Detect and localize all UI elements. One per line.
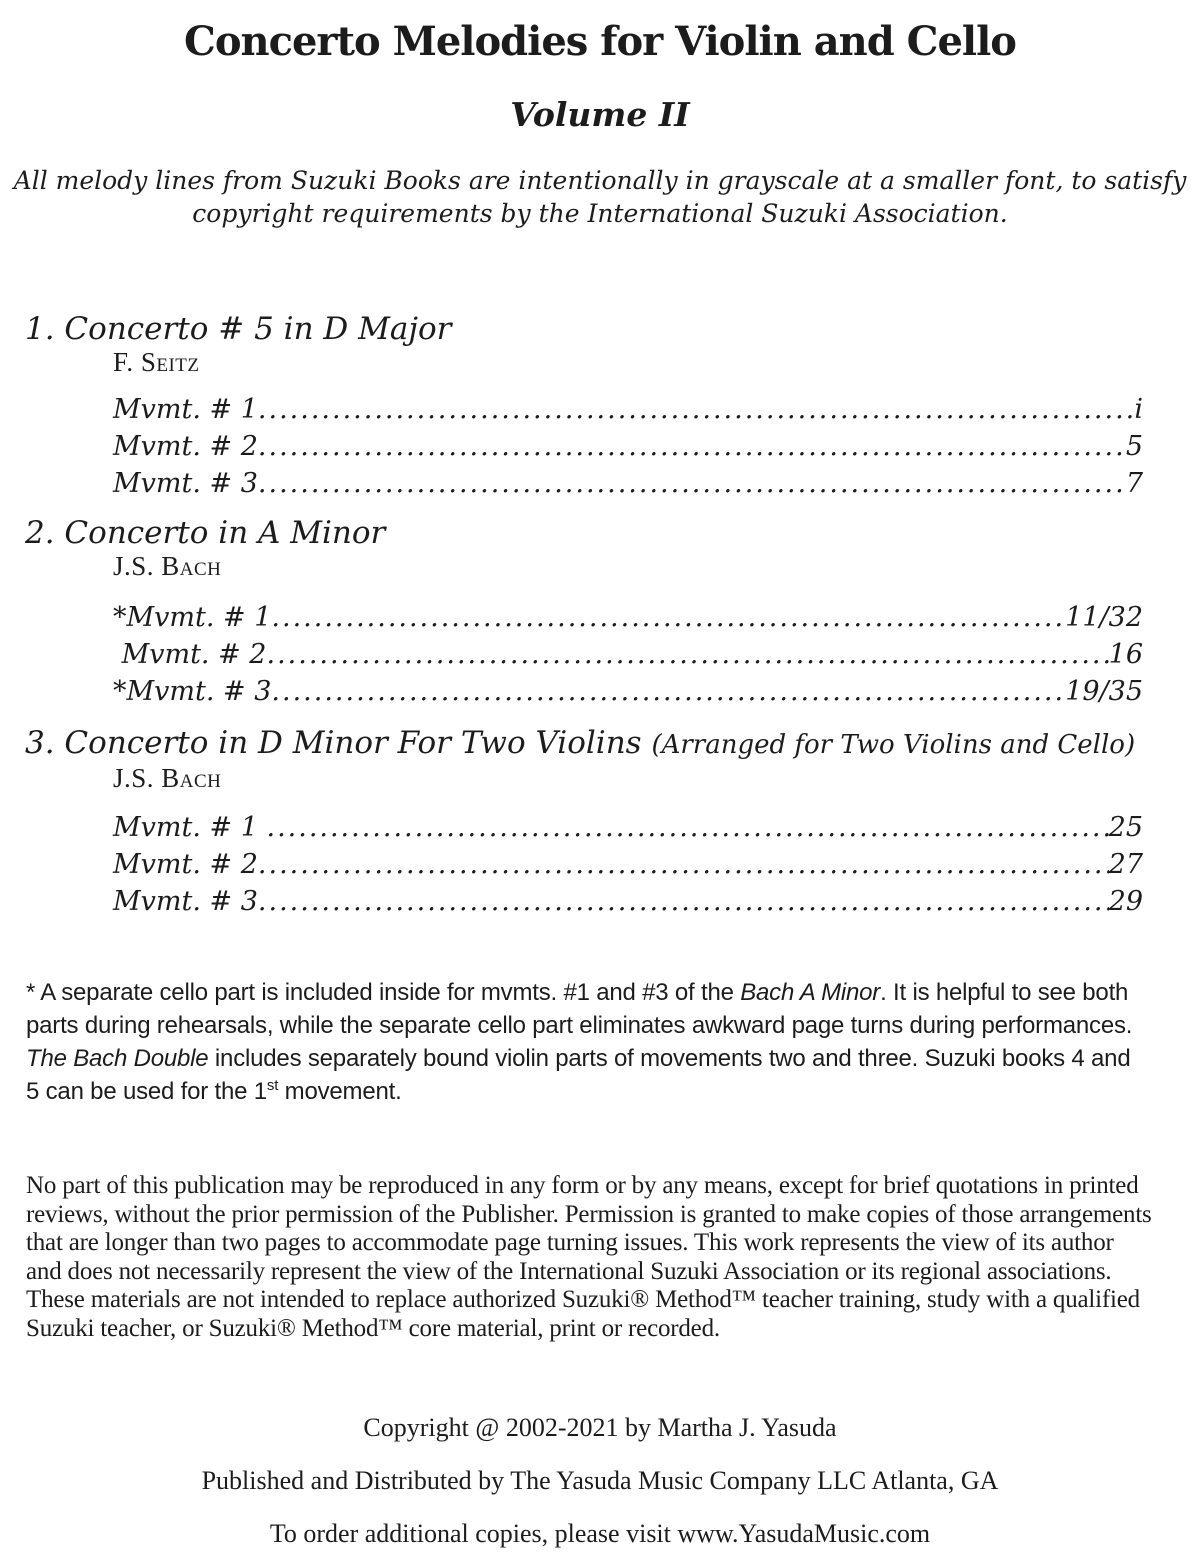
toc-entry: [113, 636, 1143, 673]
section-heading-3: [25, 724, 1200, 764]
composer-3: J.S. Bach: [113, 763, 222, 793]
toc-entry: [113, 846, 1143, 883]
toc-dotted-leader: [258, 846, 1109, 883]
toc-entry-page: 25: [1108, 812, 1143, 843]
toc-entry-page: 11/32: [1065, 602, 1143, 633]
toc-dotted-leader: [266, 636, 1108, 673]
toc-entry-page: 7: [1125, 468, 1143, 499]
toc-dotted-leader: [258, 391, 1134, 428]
footnote-italic-bach-double: The Bach Double: [26, 1045, 209, 1072]
toc-entry-label: *Mvmt. # 3: [113, 676, 272, 707]
legal-notice: No part of this publication may be reproduced in any form or by any means, except for brief quotations in printed reviews, without the prior permission of the Publisher. Permission is granted to make copies of those arrangements that are longer than two pages to accommodate page turning issues. This work represents the view of its author and does not necessarily represent the view of the International Suzuki Association or its regional associations. These materials are not intended to replace authorized Suzuki® Method™ teacher training, study with a qualified Suzuki teacher, or Suzuki® Method™ core material, print or recorded.: [26, 1172, 1152, 1342]
toc-entry: [113, 465, 1143, 502]
volume-subtitle: Volume II: [510, 95, 690, 134]
toc-entry-label: Mvmt. # 1: [113, 394, 258, 425]
toc-entry-page: 16: [1108, 639, 1143, 670]
page-title: Concerto Melodies for Violin and Cello: [184, 18, 1016, 65]
cello-part-footnote: [26, 976, 1150, 1108]
footnote-text: * A separate cello part is included inside for mvmts. #1 and #3 of the: [26, 979, 741, 1006]
copyright-note: [0, 164, 1200, 230]
order-info-line: To order additional copies, please visit www.YasudaMusic.com: [269, 1519, 931, 1548]
toc-entry-label: Mvmt. # 2: [113, 639, 267, 670]
toc-entries-3: [113, 809, 1143, 920]
toc-dotted-leader: [258, 883, 1109, 920]
toc-entry: [113, 391, 1143, 428]
toc-entries-2: [113, 599, 1143, 710]
toc-entry-label: Mvmt. # 3: [113, 886, 258, 917]
footnote-superscript-st: st: [266, 1077, 279, 1094]
footnote-text: includes separately bound violin parts of movements two and three. Suzuki books 4 and 5 can be used for the 1: [26, 1045, 1131, 1105]
composer-1: F. Seitz: [113, 347, 200, 377]
toc-dotted-leader: [258, 465, 1126, 502]
toc-entry-page: i: [1134, 394, 1143, 425]
toc-entry-label: Mvmt. # 3: [113, 468, 258, 499]
copyright-note-line-1: All melody lines from Suzuki Books are intentionally in grayscale at a smaller font, to satisfy: [13, 166, 1187, 195]
toc-dotted-leader: [266, 809, 1108, 846]
toc-entry: [113, 599, 1143, 636]
footnote-text: . It is helpful to see both parts during rehearsals, while the separate cello part eliminates awkward page turns during performances.: [26, 979, 1133, 1039]
toc-entry: [113, 428, 1143, 465]
section-heading-3-main: 3. Concerto in D Minor For Two Violins: [25, 725, 652, 761]
copyright-line: Copyright @ 2002-2021 by Martha J. Yasuda: [363, 1413, 837, 1442]
section-heading-3-paren: (Arranged for Two Violins and Cello): [651, 730, 1136, 760]
toc-entry-page: 29: [1108, 886, 1143, 917]
toc-entry: [113, 809, 1143, 846]
footnote-text: movement.: [278, 1078, 402, 1105]
section-heading-1: 1. Concerto # 5 in D Major: [25, 311, 452, 347]
toc-dotted-leader: [258, 428, 1126, 465]
toc-entry-label: *Mvmt. # 1: [113, 602, 272, 633]
toc-dotted-leader: [271, 599, 1065, 636]
toc-entry: [113, 673, 1143, 710]
toc-entry-label: Mvmt. # 1: [113, 812, 267, 843]
footnote-italic-bach-a-minor: Bach A Minor: [740, 979, 881, 1006]
toc-entry-label: Mvmt. # 2: [113, 431, 258, 462]
toc-dotted-leader: [271, 673, 1065, 710]
toc-entry: [113, 883, 1143, 920]
toc-entry-label: Mvmt. # 2: [113, 849, 258, 880]
section-heading-2: 2. Concerto in A Minor: [25, 515, 386, 551]
publisher-line: Published and Distributed by The Yasuda Music Company LLC Atlanta, GA: [201, 1466, 999, 1495]
toc-entry-page: 5: [1125, 431, 1143, 462]
composer-2: J.S. Bach: [113, 551, 222, 581]
copyright-note-line-2: copyright requirements by the International Suzuki Association.: [192, 199, 1008, 228]
toc-entry-page: 19/35: [1065, 676, 1143, 707]
toc-entries-1: [113, 391, 1143, 502]
toc-entry-page: 27: [1108, 849, 1143, 880]
